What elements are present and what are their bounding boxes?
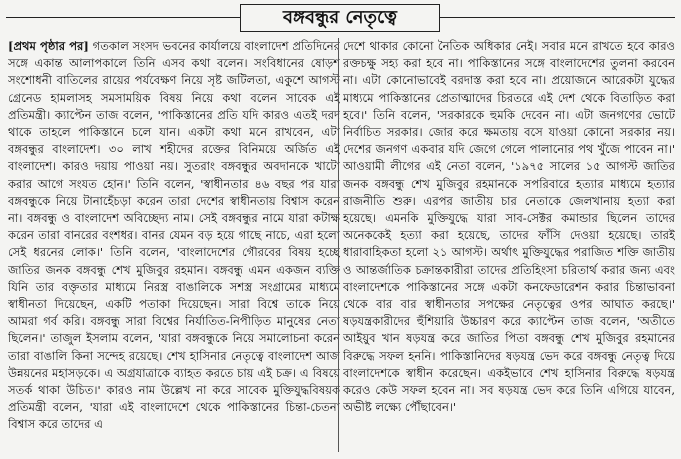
headline-box — [240, 4, 440, 32]
right-column — [343, 38, 675, 456]
left-column — [8, 38, 340, 456]
left-column-body: গতকাল সংসদ ভবনের কার্যালয়ে বাংলাদেশ প্রতিদিনের সঙ্গে একান্ত আলাপকালে তিনি এসব কথা বলেন। সংবিধানের ষোড়শ সংশোধনী বাতিলের রায়ের পর্যবেক্ষণ নিয়ে সৃষ্ট জটিলতা, একুশে আগস্ট গ্রেনেড হামলাসহ সমসাময়িক বিষয় নিয়ে কথা বলেন সাবেক এই প্রতিমন্ত্রী। ক্যাপ্টেন তাজ বলেন, 'পাকিস্তানের প্রতি যদি কারও এতই দরদ থাকে তাহলে পাকিস্তানে চলে যান। একটা কথা মনে রাখবেন, এটা বঙ্গবন্ধুর বাংলাদেশ। ৩০ লাখ শহীদের রক্তের বিনিময়ে অর্জিত এই বাংলাদেশ। কারও দয়ায় পাওয়া নয়। সুতরাং বঙ্গবন্ধুর অবদানকে খাটো করার আগে সংযত হোন।' তিনি বলেন, 'স্বাধীনতার ৪৬ বছর পর যারা বঙ্গবন্ধুকে নিয়ে টানাহেঁচড়া করেন তারা দেশের স্বাধীনতায় বিশ্বাস করেন না। বঙ্গবন্ধু ও বাংলাদেশ অবিচ্ছেদ্য নাম। সেই বঙ্গবন্ধুর নামে যারা কটাক্ষ করেন তারা বানরের বংশধর। বানর যেমন বড় হয়ে গাছে নাচে, এরা হলো সেই ধরনের লোক।' তিনি বলেন, 'বাংলাদেশের গৌরবের বিষয় হচ্ছে জাতির জনক বঙ্গবন্ধু শেখ মুজিবুর রহমান। বঙ্গবন্ধু এমন একজন ব্যক্তি যিনি তার বক্তৃতার মাধ্যমে নিরস্ত্র বাঙালিকে সশস্ত্র সংগ্রামের মাধ্যমে স্বাধীনতা দিয়েছেন, একটি পতাকা দিয়েছেন। সারা বিশ্বে তাকে নিয়ে আমরা গর্ব করি। বঙ্গবন্ধু সারা বিশ্বের নির্যাতিত-নিপীড়িত মানুষের নেতা ছিলেন।' তাজুল ইসলাম বলেন, 'যারা বঙ্গবন্ধুকে নিয়ে সমালোচনা করেন তারা বাঙালি কিনা সন্দেহ রয়েছে। শেখ হাসিনার নেতৃত্বে বাংলাদেশ আজ উন্নয়নের মহাসড়কে। এ অগ্রযাত্রাকে ব্যাহত করতে চায় এই চক্র। এ বিষয়ে সতর্ক থাকা উচিত।' কারও নাম উল্লেখ না করে সাবেক মুক্তিযুদ্ধবিষয়ক প্রতিমন্ত্রী বলেন, 'যারা এই বাংলাদেশে থেকে পাকিস্তানের চিন্তা-চেতনা বিশ্বাস করে তাদের এ — [8, 39, 340, 432]
right-column-body: দেশে থাকার কোনো নৈতিক অধিকার নেই। সবার মনে রাখতে হবে কারও রক্তচক্ষু সহ্য করা হবে না। পাকিস্তানের সঙ্গে বাংলাদেশের তুলনা করবেন না। এটা কোনোভাবেই বরদাস্ত করা হবে না। প্রয়োজনে আরেকটা যুদ্ধের মাধ্যমে পাকিস্তানের প্রেতাত্মাদের চিরতরে এই দেশ থেকে বিতাড়িত করা হবে।' তিনি বলেন, 'সরকারকে হুমকি দেবেন না। এটা জনগণের ভোটে নির্বাচিত সরকার। জোর করে ক্ষমতায় বসে যাওয়া কোনো সরকার নয়। দেশের জনগণ একবার যদি জেগে গেলে পালানোর পথ খুঁজে পাবেন না।' আওয়ামী লীগের এই নেতা বলেন, '১৯৭৫ সালের ১৫ আগস্ট জাতির জনক বঙ্গবন্ধু শেখ মুজিবুর রহমানকে সপরিবারে হত্যার মাধ্যমে হত্যার রাজনীতি শুরু। এরপর জাতীয় চার নেতাকে জেলখানায় হত্যা করা হয়েছে। এমনকি মুক্তিযুদ্ধে যারা সাব-সেক্টর কমান্ডার ছিলেন তাদের অনেককেই হত্যা করা হয়েছে, তাদের ফাঁসি দেওয়া হয়েছে। তারই ধারাবাহিকতা হলো ২১ আগস্ট। অর্থাৎ মুক্তিযুদ্ধের পরাজিত শক্তি জাতীয় ও আন্তর্জাতিক চক্রান্তকারীরা তাদের প্রতিহিংসা চরিতার্থ করার জন্য এবং বাংলাদেশকে পাকিস্তানের সঙ্গে একটা কনফেডারেশন করার চিন্তাভাবনা থেকে বার বার স্বাধীনতার সপক্ষের নেতৃত্বের ওপর আঘাত করছে।' ষড়যন্ত্রকারীদের হুঁশিয়ারি উচ্চারণ করে ক্যাপ্টেন তাজ বলেন, 'অতীতে আইয়ুব খান ষড়যন্ত্র করে জাতির পিতা বঙ্গবন্ধু শেখ মুজিবুর রহমানের বিরুদ্ধে সফল হননি। পাকিস্তানিদের ষড়যন্ত্র ভেদ করে বঙ্গবন্ধু নেতৃত্ব দিয়ে বাংলাদেশকে স্বাধীন করেছেন। একইভাবে শেখ হাসিনার বিরুদ্ধে ষড়যন্ত্র করেও কেউ সফল হবেন না। সব ষড়যন্ত্র ভেদ করে তিনি এগিয়ে যাবেন, অভীষ্ট লক্ষ্যে পৌঁছাবেন।' — [343, 39, 675, 415]
headline: বঙ্গবন্ধুর নেতৃত্বে — [283, 6, 397, 28]
continuation-lead: [প্রথম পৃষ্ঠার পর] — [8, 39, 89, 53]
column-divider — [338, 38, 339, 452]
left-column-text — [8, 38, 340, 434]
